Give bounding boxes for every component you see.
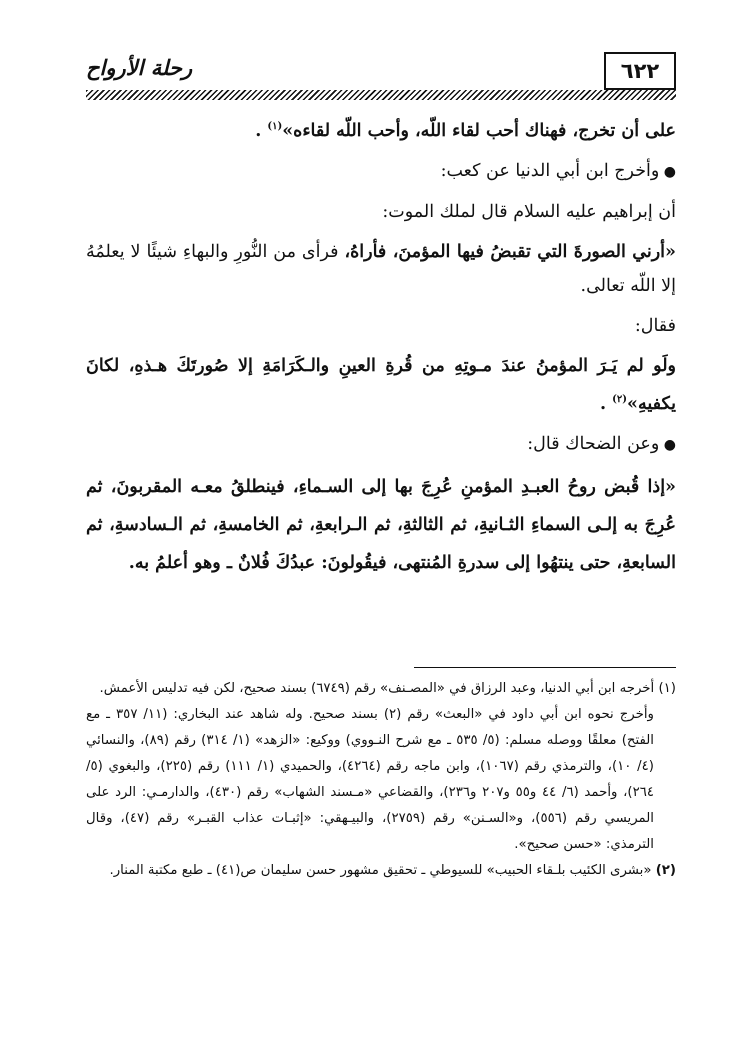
paragraph-6-text: ولَو لم يَـرَ المؤمنُ عندَ مـوتِهِ من قُرةِ العينِ والـكَرَامَةِ إلا صُورتَكَ هـذهِ، لكانَ يكفيهِ» — [86, 355, 676, 414]
paragraph-2: ● وأخرج ابن أبي الدنيا عن كعب: — [86, 154, 676, 189]
footnote-2-label: (٢) — [655, 863, 676, 878]
paragraph-4 — [86, 235, 676, 303]
footnote-1-text: أخرجه ابن أبي الدنيا، وعبد الرزاق في «المصـنف» رقم (٦٧٤٩) بسند صحيح، لكن فيه تدليس الأعمش. — [99, 681, 659, 696]
main-text — [86, 110, 676, 582]
footnote-1-continuation: وأخرج نحوه ابن أبي داود في «البعث» رقم (٢) بسند صحيح. وله شاهد عند البخاري: (١١/ ٣٥٧ ـ مع الفتح) معلقًا ووصله مسلم: (٥/ ٥٣٥ ـ مع شرح النـووي) ووكيع: «الزهد» (١/ ٣١٤) رقم (٨٩)، والنسائي (٤/ ١٠)، والترمذي رقم (١٠٦٧)، وابن ماجه رقم (٤٢٦٤)، والحميدي (١/ ١١١) رقم (٢٢٥)، والبغوي (٥/ ٢٦٤)، وأحمد (٦/ ٤٤ و٥٥ و٢٠٧ و٢٣٦)، والقضاعي «مـسند الشهاب» رقم (٤٣٠)، والدارمـي: الرد على المريسي رقم (٥٥٦)، و«السـنن» رقم (٢٧٥٩)، والبيـهقي: «إثبـات عذاب القبـر» رقم (٤٧)، وقال الترمذي: «حسن صحيح». — [86, 707, 654, 852]
paragraph-6 — [86, 349, 676, 421]
footnote-ref-2: (٢) — [612, 393, 627, 405]
paragraph-1 — [86, 110, 676, 148]
paragraph-1-text: على أن تخرج، فهناك أحب لقاء اللّه، وأحب اللّه لقاءه» — [282, 120, 676, 141]
paragraph-6-end: . — [599, 393, 613, 414]
footnotes — [86, 676, 676, 884]
running-title: رحلة الأرواح — [86, 56, 193, 80]
footnote-2-text: «بشرى الكئيب بلـقاء الحبيب» للسيوطي ـ تحقيق مشهور حسن سليمان ص(٤١) ـ طبع مكتبة المنار. — [109, 863, 656, 878]
footnote-separator — [414, 667, 676, 668]
paragraph-7: ● وعن الضحاك قال: — [86, 427, 676, 462]
paragraph-8: «إذا قُبض روحُ العبـدِ المؤمنِ عُرِجَ بها إلى السـماءِ، فينطلقُ معـه المقربونَ، ثم عُرِجَ به إلـى السماءِ الثـانيةِ، ثم الثالثةِ، ثم الـرابعةِ، ثم الخامسةِ، ثم الـسادسةِ، ثم السابعةِ، حتى ينتهُوا إلى سدرةِ المُنتهى، فيقُولونَ: عبدُكَ فُلانٌ ـ وهو أعلمُ به. — [86, 476, 676, 573]
page-number: ٦٢٢ — [604, 52, 676, 90]
footnote-1 — [86, 676, 676, 702]
paragraph-4-quote: «أرني الصورةَ التي تقبضُ فيها المؤمنَ، فأراهُ، — [344, 241, 676, 262]
footnote-ref-1: (١) — [267, 121, 283, 132]
paragraph-1-end: . — [255, 120, 268, 141]
paragraph-5: فقال: — [634, 315, 676, 336]
footnote-2 — [86, 858, 676, 884]
paragraph-4-rest: فرأى من النُّورِ والبهاءِ شيئًا لا يعلمُهُ إلا اللّه تعالى. — [86, 241, 676, 296]
header-rule — [86, 90, 676, 100]
footnote-1-label: (١) — [658, 681, 676, 696]
paragraph-3: أن إبراهيم عليه السلام قال لملك الموت: — [382, 201, 676, 222]
